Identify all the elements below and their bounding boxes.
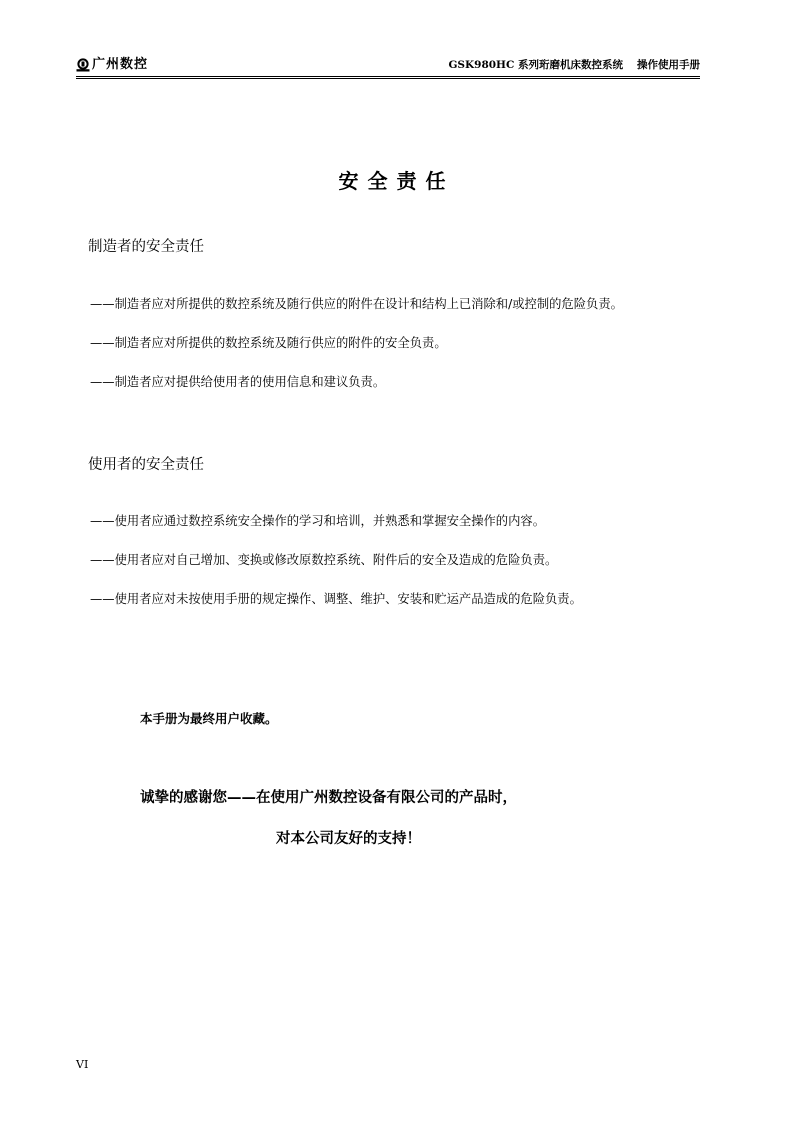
manufacturer-item: ——制造者应对所提供的数控系统及随行供应的附件在设计和结构上已消除和/或控制的危险负责。 bbox=[90, 297, 623, 311]
manufacturer-item: ——制造者应对所提供的数控系统及随行供应的附件的安全负责。 bbox=[90, 336, 447, 350]
manufacturer-heading: 制造者的安全责任 bbox=[88, 239, 204, 255]
thanks-line-2: 对本公司友好的支持！ bbox=[276, 831, 421, 847]
manual-series: GSK980HC 系列珩磨机床数控系统 bbox=[448, 59, 623, 71]
user-item: ——使用者应对自己增加、变换或修改原数控系统、附件后的安全及造成的危险负责。 bbox=[90, 553, 558, 567]
logo-text: 广州数控 bbox=[92, 57, 149, 72]
page-number: VI bbox=[76, 1058, 89, 1071]
page-header bbox=[76, 54, 700, 76]
manual-type: 操作使用手册 bbox=[637, 59, 700, 71]
user-item: ——使用者应通过数控系统安全操作的学习和培训，并熟悉和掌握安全操作的内容。 bbox=[90, 514, 545, 528]
manual-title bbox=[448, 58, 700, 72]
header-rule bbox=[76, 76, 700, 79]
collection-note: 本手册为最终用户收藏。 bbox=[140, 711, 278, 726]
user-item: ——使用者应对未按使用手册的规定操作、调整、维护、安装和贮运产品造成的危险负责。 bbox=[90, 592, 582, 606]
user-heading: 使用者的安全责任 bbox=[88, 457, 204, 473]
manufacturer-item: ——制造者应对提供给使用者的使用信息和建议负责。 bbox=[90, 375, 386, 389]
thanks-line-1: 诚挚的感谢您——在使用广州数控设备有限公司的产品时， bbox=[140, 790, 517, 806]
page-title: 安全责任 bbox=[338, 169, 455, 193]
gsk-logo-icon bbox=[76, 58, 90, 72]
company-logo bbox=[76, 57, 148, 73]
